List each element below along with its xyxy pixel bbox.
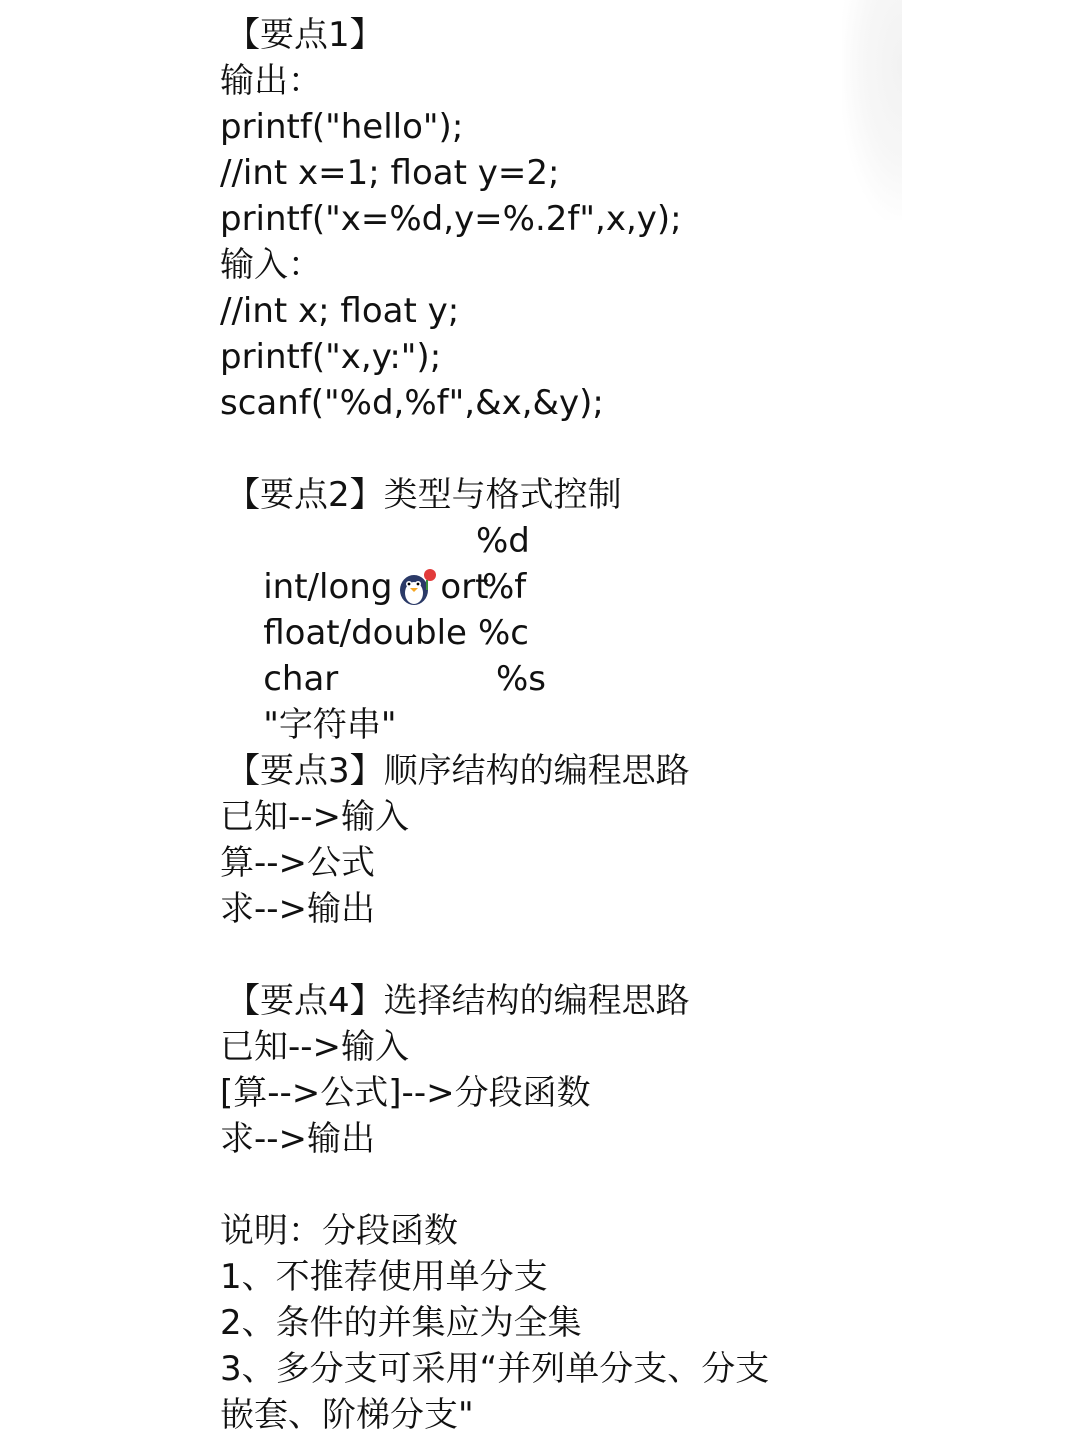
format-type-label: float/double	[263, 613, 467, 653]
input-code-line-2: printf("x,y:");	[220, 337, 442, 377]
input-label: 输入：	[220, 245, 322, 285]
format-type-label: "字符串"	[263, 705, 397, 745]
point4-line-1: 已知-->输入	[220, 1027, 410, 1067]
output-code-line-2: //int x=1; float y=2;	[220, 153, 560, 193]
output-label: 输出：	[220, 61, 322, 101]
input-code-line-1: //int x; float y;	[220, 291, 460, 331]
point3-line-1: 已知-->输入	[220, 797, 410, 837]
output-code-line-3: printf("x=%d,y=%.2f",x,y);	[220, 199, 682, 239]
point4-heading: 【要点4】选择结构的编程思路	[226, 981, 690, 1021]
notes-item-3: 3、多分支可采用“并列单分支、分支	[220, 1349, 770, 1389]
point2-heading: 【要点2】类型与格式控制	[226, 475, 622, 515]
format-spec: %c	[478, 613, 529, 653]
format-type-label: char	[263, 659, 339, 699]
point1-heading: 【要点1】	[226, 15, 384, 55]
input-code-line-3: scanf("%d,%f",&x,&y);	[220, 383, 604, 423]
output-code-line-1: printf("hello");	[220, 107, 464, 147]
format-type-label-a: int/long	[263, 567, 393, 607]
notes-item-2: 2、条件的并集应为全集	[220, 1303, 582, 1343]
notes-title: 说明：分段函数	[220, 1211, 458, 1251]
point3-line-3: 求-->输出	[220, 889, 376, 929]
background-blur-shape	[842, 0, 902, 220]
format-spec: %f	[482, 567, 527, 607]
point4-line-2: [算-->公式]-->分段函数	[220, 1073, 591, 1113]
point3-heading: 【要点3】顺序结构的编程思路	[226, 751, 690, 791]
format-type-label-b: ort	[440, 567, 489, 607]
point4-line-3: 求-->输出	[220, 1119, 376, 1159]
format-spec: %s	[496, 659, 547, 699]
format-spec: %d	[476, 521, 530, 561]
point3-line-2: 算-->公式	[220, 843, 376, 883]
notes-item-1: 1、不推荐使用单分支	[220, 1257, 548, 1297]
notes-item-4: 嵌套、阶梯分支"	[220, 1395, 474, 1435]
